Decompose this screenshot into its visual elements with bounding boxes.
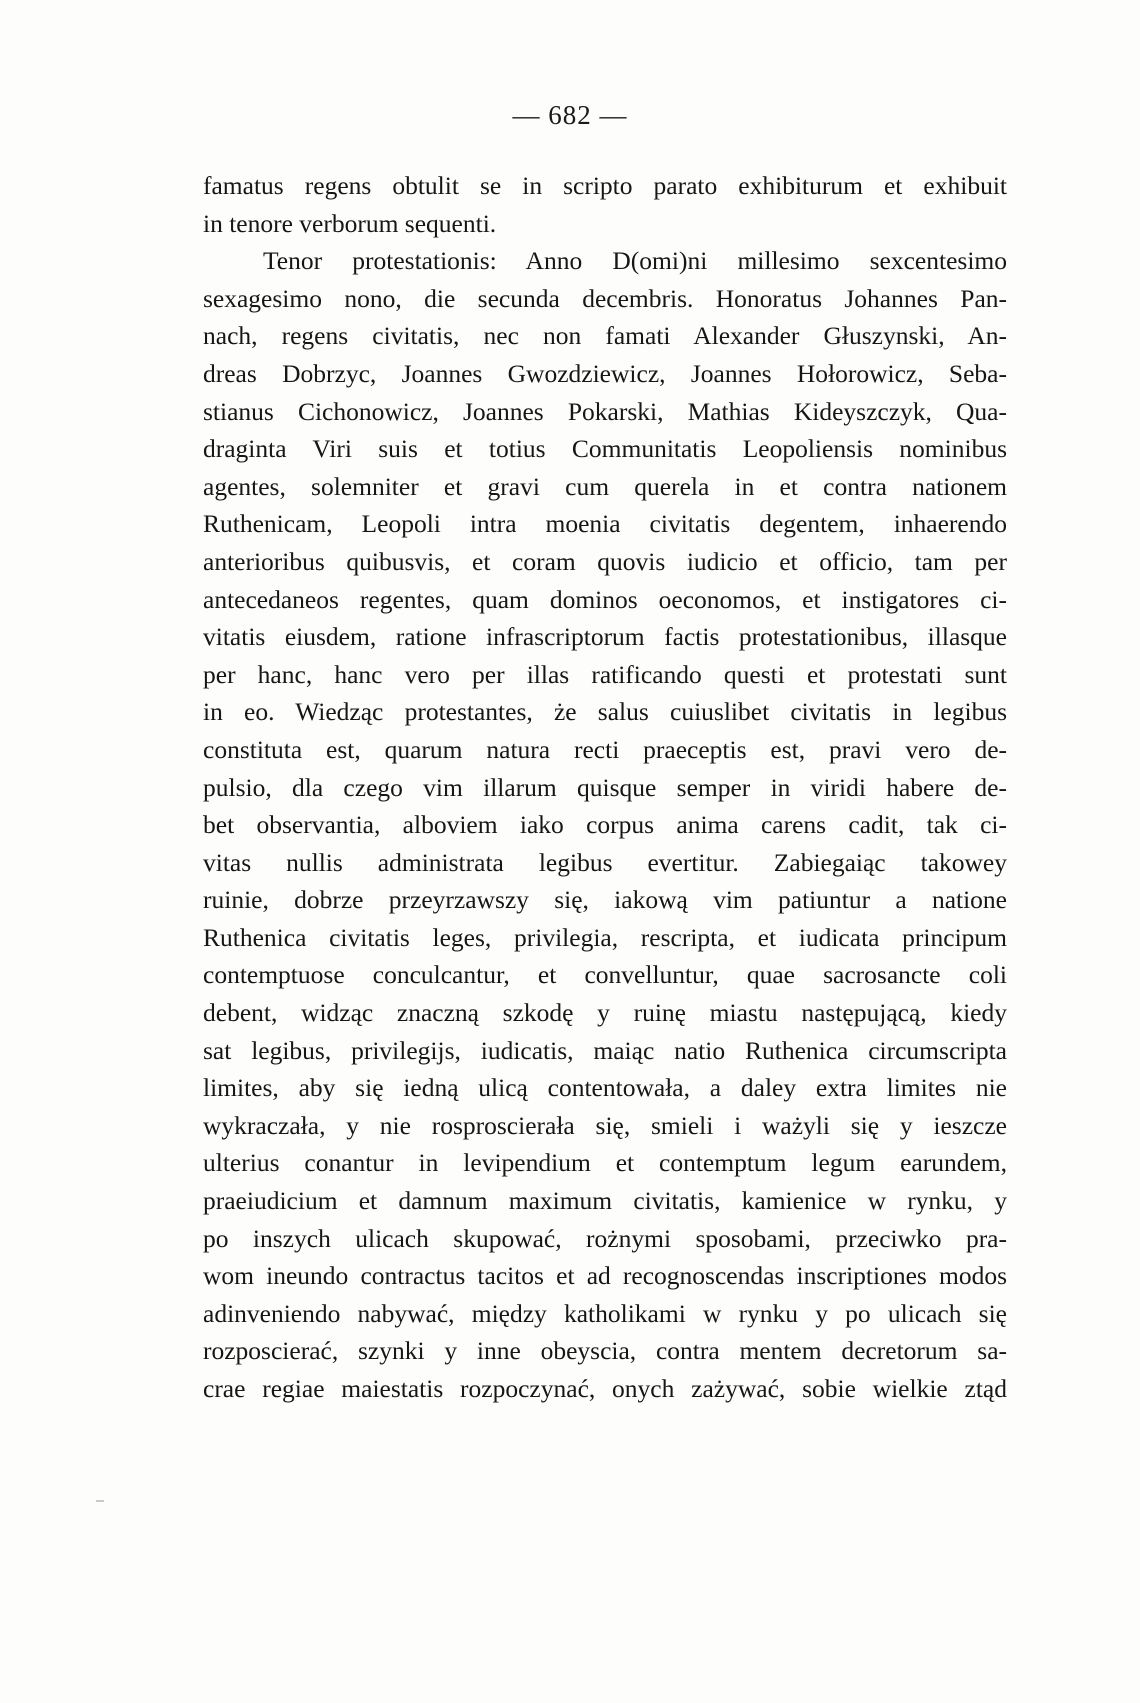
- text-line: famatus regens obtulit se in scripto parato exhibiturum et exhibuit: [203, 171, 1007, 200]
- text-line: anterioribus quibusvis, et coram quovis iudicio et officio, tam per: [203, 546, 1007, 576]
- text-line: po inszych ulicach skupować, rożnymi sposobami, przeciwko pra-: [203, 1223, 1007, 1253]
- text-line: in tenore verborum sequenti.: [203, 208, 497, 238]
- body-text: [203, 167, 1007, 1408]
- text-line: contemptuose conculcantur, et convelluntur, quae sacrosancte coli: [203, 960, 1007, 990]
- text-line: bet observantia, alboviem iako corpus anima carens cadit, tak ci-: [203, 810, 1007, 840]
- text-line: ruinie, dobrze przeyrzawszy się, iakową vim patiuntur a natione: [203, 885, 1007, 915]
- text-line: Ruthenicam, Leopoli intra moenia civitatis degentem, inhaerendo: [203, 509, 1007, 539]
- text-line: adinveniendo nabywać, między katholikami w rynku y po ulicach się: [203, 1298, 1007, 1328]
- text-line: wykraczała, y nie rosproscierała się, smieli i ważyli się y ieszcze: [203, 1110, 1007, 1140]
- text-line: nach, regens civitatis, nec non famati Alexander Głuszynski, An-: [203, 321, 1007, 351]
- text-line: pulsio, dla czego vim illarum quisque semper in viridi habere de-: [203, 772, 1007, 802]
- text-line: sat legibus, privilegijs, iudicatis, maiąc natio Ruthenica circumscripta: [203, 1035, 1007, 1065]
- text-line: dreas Dobrzyc, Joannes Gwozdziewicz, Joannes Hołorowicz, Seba-: [203, 358, 1007, 388]
- text-line: stianus Cichonowicz, Joannes Pokarski, Mathias Kideyszczyk, Qua-: [203, 396, 1007, 426]
- text-line: constituta est, quarum natura recti praeceptis est, pravi vero de-: [203, 734, 1007, 764]
- text-line: sexagesimo nono, die secunda decembris. Honoratus Johannes Pan-: [203, 283, 1007, 313]
- text-line: vitatis eiusdem, ratione infrascriptorum factis protestationibus, illasque: [203, 622, 1007, 652]
- text-line: debent, widząc znaczną szkodę y ruinę miastu następującą, kiedy: [203, 998, 1007, 1028]
- page-number: — 682 —: [512, 100, 628, 130]
- text-line: vitas nullis administrata legibus evertitur. Zabiegaiąc takowey: [203, 847, 1007, 877]
- text-line: rozposcierać, szynki y inne obeyscia, contra mentem decretorum sa-: [203, 1336, 1007, 1366]
- text-line: antecedaneos regentes, quam dominos oeconomos, et instigatores ci-: [203, 584, 1007, 614]
- text-line: Tenor protestationis: Anno D(omi)ni millesimo sexcentesimo: [263, 246, 1007, 276]
- text-line: praeiudicium et damnum maximum civitatis, kamienice w rynku, y: [203, 1186, 1007, 1216]
- text-line: crae regiae maiestatis rozpoczynać, onych zażywać, sobie wielkie ztąd: [203, 1374, 1007, 1403]
- text-line: wom ineundo contractus tacitos et ad recognoscendas inscriptiones modos: [203, 1261, 1007, 1291]
- text-line: ulterius conantur in levipendium et contemptum legum earundem,: [203, 1148, 1007, 1178]
- text-line: draginta Viri suis et totius Communitatis Leopoliensis nominibus: [203, 434, 1007, 464]
- text-line: in eo. Wiedząc protestantes, że salus cuiuslibet civitatis in legibus: [203, 697, 1007, 727]
- text-line: limites, aby się iedną ulicą contentowała, a daley extra limites nie: [203, 1073, 1007, 1103]
- scan-speck: [96, 1500, 104, 1502]
- text-line: agentes, solemniter et gravi cum querela in et contra nationem: [203, 471, 1007, 501]
- text-line: per hanc, hanc vero per illas ratificando questi et protestati sunt: [203, 659, 1007, 689]
- text-line: Ruthenica civitatis leges, privilegia, rescripta, et iudicata principum: [203, 922, 1007, 952]
